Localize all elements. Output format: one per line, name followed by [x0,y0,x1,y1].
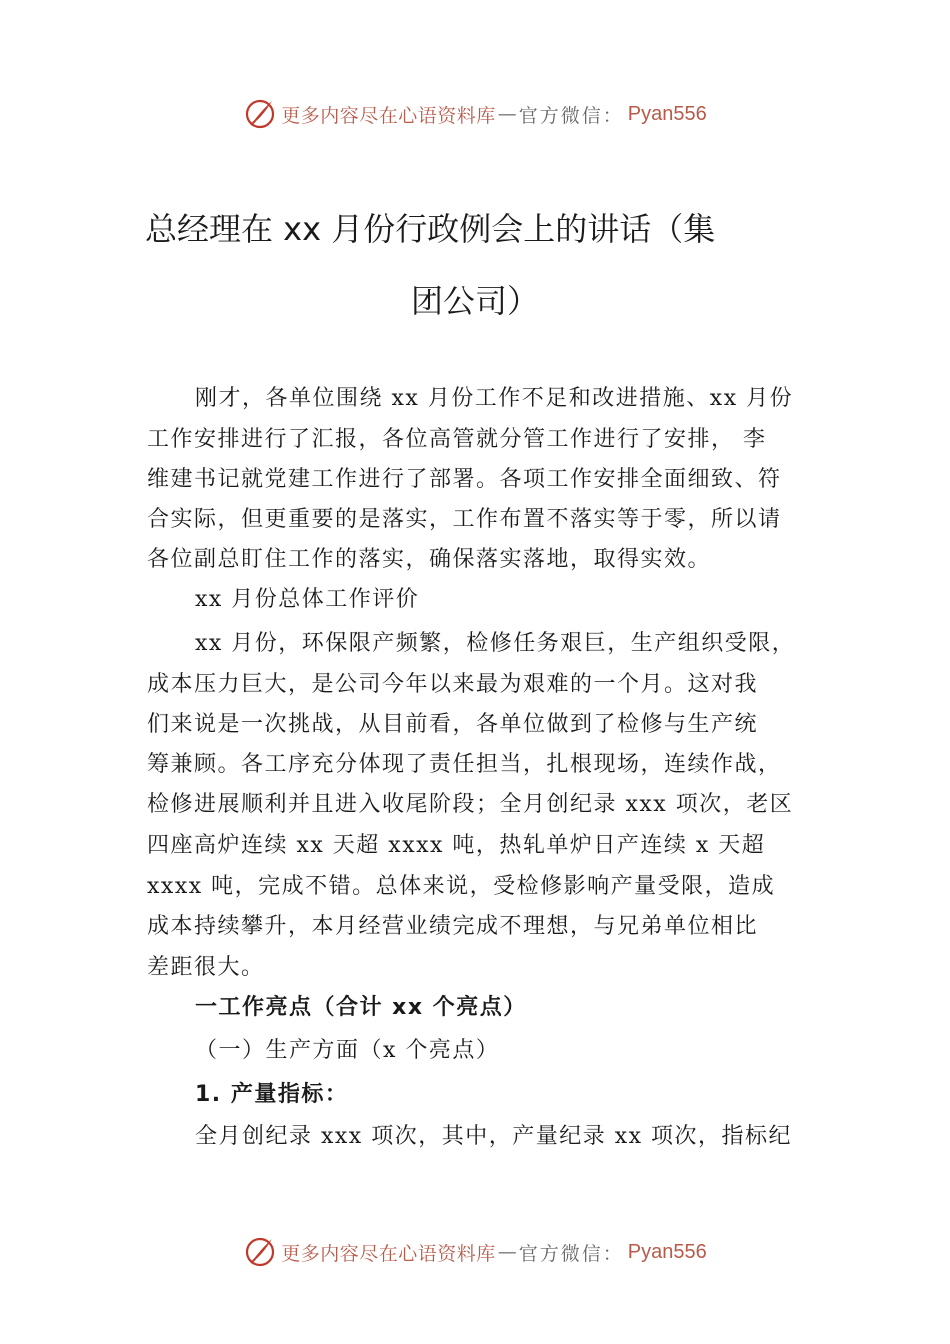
subsection-heading-production: （一）生产方面（x 个亮点） [195,1038,500,1063]
document-title-line-1: 总经理在 xx 月份行政例会上的讲话（集 [145,210,716,248]
banner-wechat-label: 官方微信： [518,1242,624,1265]
paragraph-line: xx 月份，环保限产频繁，检修任务艰巨，生产组织受限， [195,631,796,656]
footer-watermark-banner [0,1232,950,1272]
quill-pen-logo-icon [243,1235,277,1269]
paragraph-line: 全月创纪录 xxx 项次，其中，产量纪录 xx 项次，指标纪 [195,1124,793,1149]
paragraph-line: 各位副总盯住工作的落实，确保落实落地，取得实效。 [147,547,712,572]
banner-separator: — [497,103,517,125]
paragraph-line: 筹兼顾。各工序充分体现了责任担当，扎根现场，连续作战， [147,752,782,777]
banner-wechat-id: Pyan556 [627,1240,707,1263]
paragraph-line: 成本持续攀升，本月经营业绩完成不理想，与兄弟单位相比 [147,914,759,939]
quill-pen-logo-icon [243,97,277,131]
header-watermark-banner [0,94,950,134]
paragraph-line: 刚才，各单位围绕 xx 月份工作不足和改进措施、xx 月份 [195,386,794,411]
document-title-line-2: 团公司） [410,282,539,320]
paragraph-line: 成本压力巨大，是公司今年以来最为艰难的一个月。这对我 [147,672,759,697]
paragraph-line: 差距很大。 [147,955,265,980]
banner-site-name: 更多内容尽在心语资料库 [281,1242,496,1265]
section-heading-highlights: 一工作亮点（合计 xx 个亮点） [195,995,527,1020]
banner-separator: — [497,1241,517,1263]
paragraph-line: xxxx 吨，完成不错。总体来说，受检修影响产量受限，造成 [147,874,776,899]
paragraph-line: 维建书记就党建工作进行了部署。各项工作安排全面细致、符 [147,467,782,492]
banner-wechat-label: 官方微信： [518,104,624,127]
paragraph-line: 四座高炉连续 xx 天超 xxxx 吨，热轧单炉日产连续 x 天超 [147,833,766,858]
banner-site-name: 更多内容尽在心语资料库 [281,104,496,127]
item-heading-output-indicators: 1. 产量指标： [195,1082,349,1107]
paragraph-line: 合实际，但更重要的是落实，工作布置不落实等于零，所以请 [147,507,782,532]
paragraph-line: 检修进展顺利并且进入收尾阶段；全月创纪录 xxx 项次，老区 [147,792,794,817]
paragraph-line: 们来说是一次挑战，从目前看，各单位做到了检修与生产统 [147,712,759,737]
section-subtitle: xx 月份总体工作评价 [195,587,420,612]
banner-wechat-id: Pyan556 [627,102,707,125]
paragraph-line: 工作安排进行了汇报，各位高管就分管工作进行了安排， 李 [147,427,767,452]
